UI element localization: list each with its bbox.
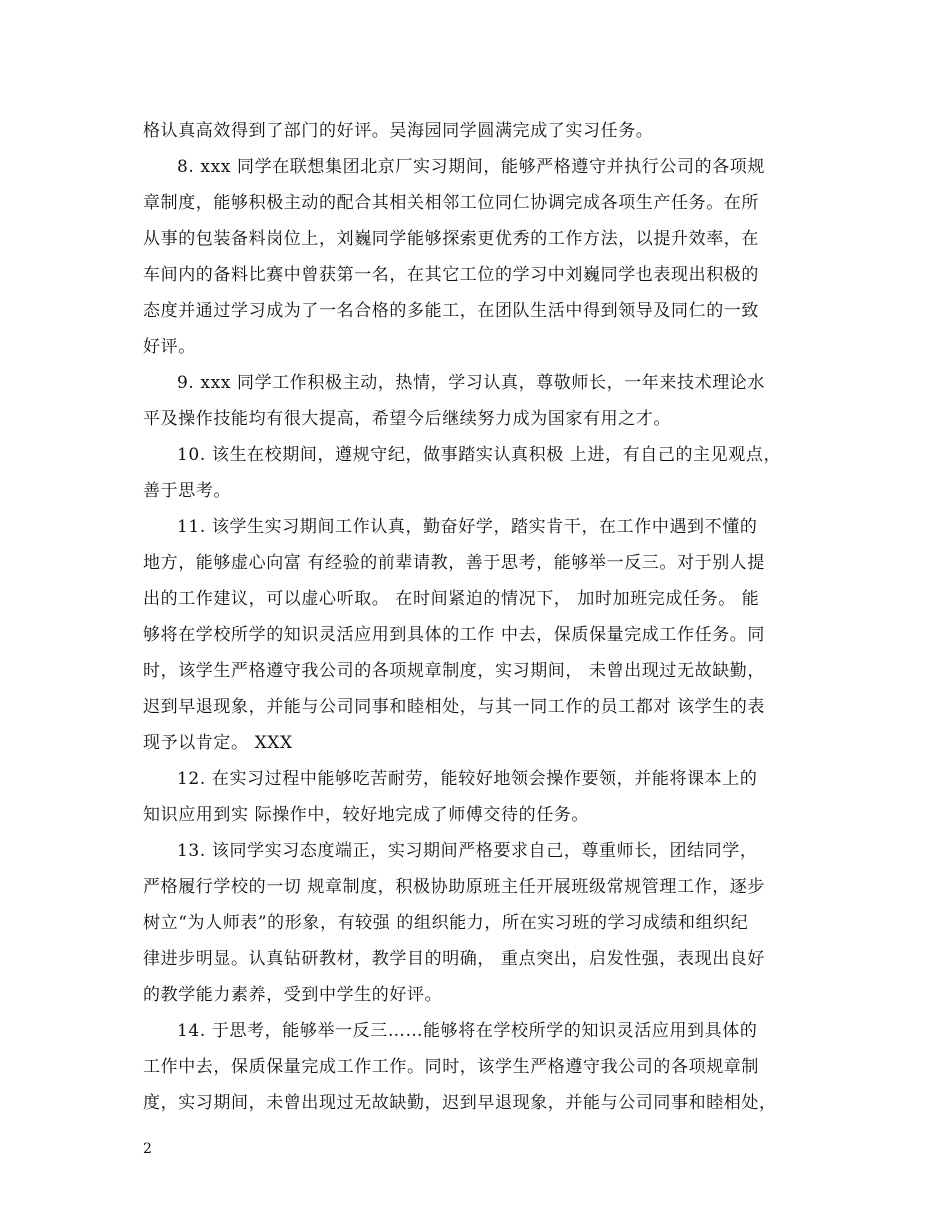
text-line: 10. 该生在校期间，遵规守纪，做事踏实认真积极 上进，有自己的主见观点， [177, 445, 782, 465]
text-line: 地方，能够虚心向富 有经验的前辈请教，善于思考，能够举一反三。对于别人提 [143, 553, 766, 573]
text-line: 13. 该同学实习态度端正，实习期间严格要求自己，尊重师长，团结同学， [177, 841, 758, 861]
text-line: 度，实习期间，未曾出现过无故缺勤，迟到早退现象，并能与公司同事和睦相处， [143, 1093, 777, 1113]
text-line: 树立“为人师表”的形象，有较强 的组织能力，所在实习班的学习成绩和组织纪 [143, 913, 749, 933]
text-line: 时，该学生严格遵守我公司的各项规章制度，实习期间， 未曾出现过无故缺勤， [143, 661, 766, 681]
text-line: 好评。 [143, 337, 196, 357]
text-line: 律进步明显。认真钻研教材，教学目的明确， 重点突出，启发性强，表现出良好 [143, 949, 766, 969]
text-line: 知识应用到实 际操作中，较好地完成了师傅交待的任务。 [143, 805, 590, 825]
text-line: 11. 该学生实习期间工作认真，勤奋好学，踏实肯干，在工作中遇到不懂的 [177, 517, 758, 537]
text-line: 出的工作建议，可以虚心听取。 在时间紧迫的情况下， 加时加班完成任务。 能 [143, 589, 760, 609]
text-line: 格认真高效得到了部门的好评。吴海园同学圆满完成了实习任务。 [143, 121, 654, 141]
text-line: 12. 在实习过程中能够吃苦耐劳，能较好地领会操作要领，并能将课本上的 [177, 769, 758, 789]
text-line: 平及操作技能均有很大提高，希望今后继续努力成为国家有用之才。 [143, 409, 671, 429]
page-number: 2 [143, 1141, 152, 1157]
text-line: 够将在学校所学的知识灵活应用到具体的工作 中去，保质保量完成工作任务。同 [143, 625, 766, 645]
text-line: 现予以肯定。 XXX [143, 733, 293, 753]
text-line: 14. 于思考，能够举一反三……能够将在学校所学的知识灵活应用到具体的 [177, 1021, 758, 1041]
text-line: 的教学能力素养，受到中学生的好评。 [143, 985, 443, 1005]
text-line: 车间内的备料比赛中曾获第一名，在其它工位的学习中刘巍同学也表现出积极的 [143, 265, 759, 285]
text-line: 态度并通过学习成为了一名合格的多能工，在团队生活中得到领导及同仁的一致 [143, 301, 759, 321]
text-line: 8. xxx 同学在联想集团北京厂实习期间，能够严格遵守并执行公司的各项规 [177, 157, 765, 177]
text-line: 工作中去，保质保量完成工作工作。同时，该学生严格遵守我公司的各项规章制 [143, 1057, 759, 1077]
text-line: 迟到早退现象，并能与公司同事和睦相处，与其一同工作的员工都对 该学生的表 [143, 697, 766, 717]
text-line: 章制度，能够积极主动的配合其相关相邻工位同仁协调完成各项生产任务。在所 [143, 193, 759, 213]
text-line: 从事的包装备料岗位上，刘巍同学能够探索更优秀的工作方法，以提升效率，在 [143, 229, 759, 249]
text-line: 严格履行学校的一切 规章制度，积极协助原班主任开展班级常规管理工作，逐步 [143, 877, 766, 897]
text-line: 善于思考。 [143, 481, 231, 501]
text-line: 9. xxx 同学工作积极主动，热情，学习认真，尊敬师长，一年来技术理论水 [177, 373, 765, 393]
